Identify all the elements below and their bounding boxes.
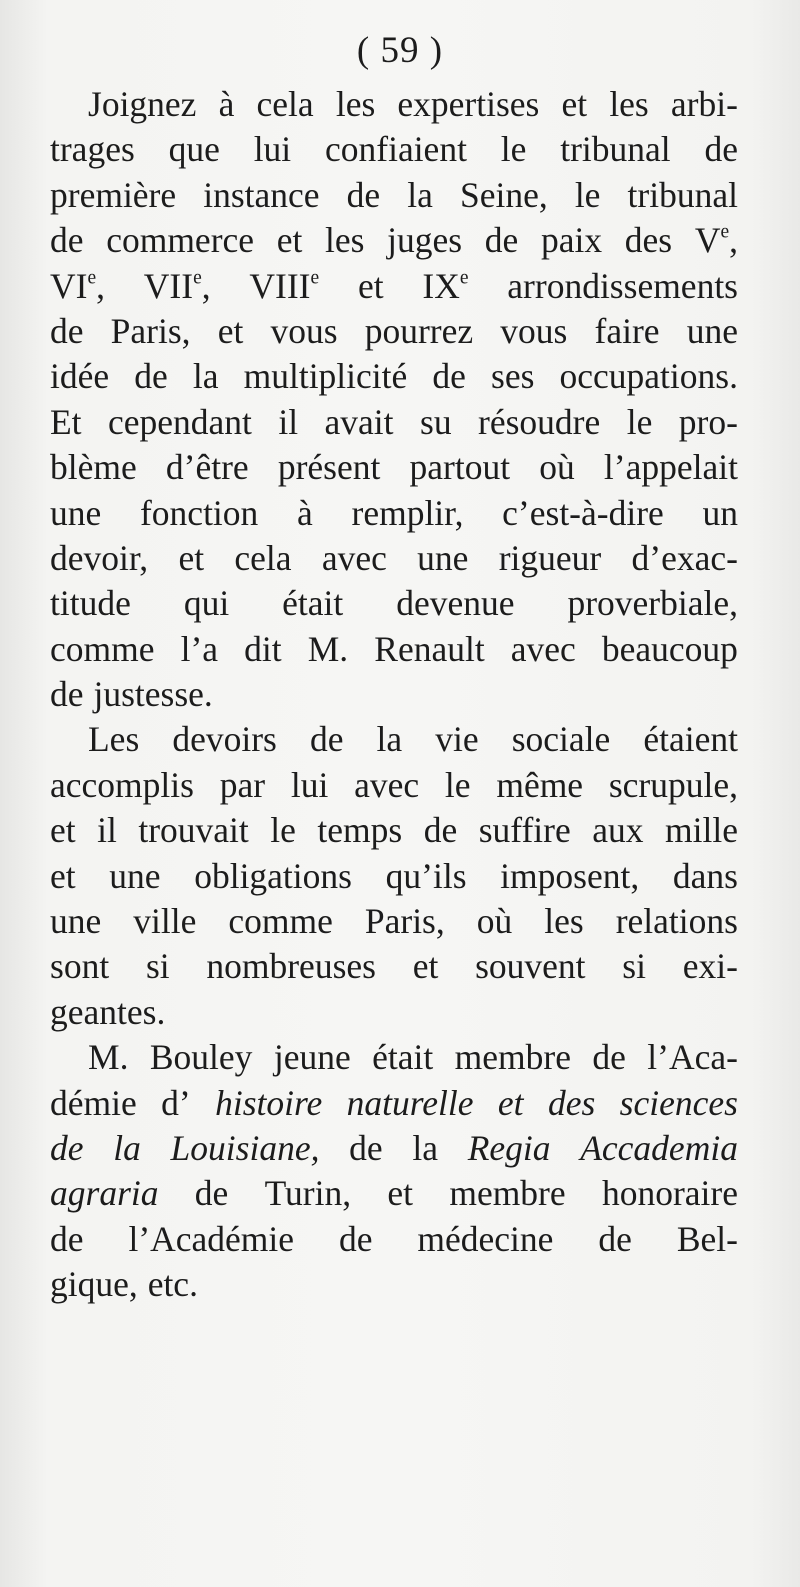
word: Paris, <box>110 310 191 351</box>
word: avec <box>510 628 576 669</box>
word: avec <box>354 764 420 805</box>
word: M. <box>307 628 349 669</box>
word: juges <box>387 220 463 261</box>
word: membre <box>454 1037 571 1078</box>
word: vous <box>270 310 338 351</box>
word: occupations. <box>559 356 738 397</box>
word: la <box>407 174 433 215</box>
text-line <box>50 717 738 762</box>
word: titude <box>50 583 131 624</box>
word: VIIe, <box>143 265 211 306</box>
word: la <box>192 356 219 397</box>
word: multiplicité <box>243 356 408 397</box>
word: Louisiane, <box>170 1127 320 1168</box>
word: les <box>544 901 584 942</box>
word: blème <box>50 447 137 488</box>
word: beaucoup <box>601 628 738 669</box>
word: de <box>50 310 84 351</box>
word: commerce <box>106 220 255 261</box>
word: Joignez <box>88 84 197 124</box>
text-line <box>50 173 738 218</box>
superscript: e <box>87 266 97 288</box>
word: faire <box>594 310 660 351</box>
word: paix <box>540 220 603 261</box>
word: Seine, <box>459 174 548 215</box>
word: et <box>497 1082 524 1123</box>
word: IXe <box>422 265 469 306</box>
text-line <box>50 627 738 672</box>
word: le <box>270 810 296 851</box>
word: et <box>387 1173 414 1214</box>
word: devenue <box>396 583 515 624</box>
word: une <box>686 310 738 351</box>
superscript: e <box>459 266 469 288</box>
word: première <box>50 174 177 215</box>
word: de <box>309 719 344 760</box>
word: proverbiale, <box>567 583 738 624</box>
word: vous <box>500 310 568 351</box>
text-line <box>50 536 738 581</box>
word: lui <box>290 764 329 805</box>
superscript: e <box>720 221 730 243</box>
word: cela <box>234 537 292 578</box>
word: confiaient <box>325 129 467 170</box>
word: remplir, <box>351 492 464 533</box>
word: le <box>500 129 527 170</box>
word: dit <box>244 628 282 669</box>
word: devoirs <box>172 719 277 760</box>
word: et <box>561 84 588 124</box>
word: de <box>134 356 168 397</box>
word: Ve, <box>694 220 738 261</box>
word: pro- <box>678 401 738 442</box>
word: ville <box>133 901 197 942</box>
word: et <box>50 810 76 851</box>
word: et <box>50 855 76 896</box>
word: scrupule, <box>608 764 738 805</box>
word: et <box>412 946 439 987</box>
word: où <box>476 901 513 942</box>
word: expertises <box>397 84 540 124</box>
word: et <box>178 537 205 578</box>
page-number: ( 59 ) <box>356 30 444 71</box>
word: l’appelait <box>603 447 738 488</box>
word: des <box>547 1082 596 1123</box>
text-line <box>50 218 738 263</box>
word: jeune <box>273 1037 351 1078</box>
word: arrondissements <box>507 265 738 306</box>
word: les <box>325 220 365 261</box>
word: l’Aca- <box>647 1037 738 1078</box>
word: Accademia <box>580 1127 738 1168</box>
word: une <box>417 537 469 578</box>
word: de <box>50 1127 84 1168</box>
word: tribunal <box>627 174 738 215</box>
text-line <box>50 672 738 717</box>
word: l’Académie <box>128 1218 295 1259</box>
word: de <box>432 356 466 397</box>
word: partout <box>409 447 511 488</box>
text-line <box>50 1217 738 1262</box>
word: imposent, <box>500 855 640 896</box>
word: qu’ils <box>385 855 467 896</box>
word: il <box>97 810 117 851</box>
word: VIIIe <box>249 265 320 306</box>
word: ses <box>491 356 535 397</box>
word: honoraire <box>601 1173 738 1214</box>
word: de <box>592 1037 626 1078</box>
word: de <box>484 220 519 261</box>
word: pourrez <box>364 310 474 351</box>
word: geantes. <box>50 991 166 1032</box>
word: temps <box>317 810 403 851</box>
text-line <box>50 354 738 399</box>
word: tribunal <box>560 129 671 170</box>
text-line <box>50 400 738 445</box>
text-line <box>50 944 738 989</box>
word: sociale <box>511 719 611 760</box>
word: justesse. <box>93 674 213 715</box>
word: trouvait <box>138 810 249 851</box>
word: le <box>444 764 471 805</box>
text-line <box>50 808 738 853</box>
word: par <box>219 764 266 805</box>
word: et <box>357 265 384 306</box>
text-line <box>50 491 738 536</box>
word: fonction <box>139 492 259 533</box>
word: de <box>423 810 458 851</box>
word: les <box>335 84 376 124</box>
word: avait <box>324 401 394 442</box>
word: sciences <box>619 1082 738 1123</box>
word: sont <box>50 946 110 987</box>
word: accomplis <box>50 764 194 805</box>
word: comme <box>228 901 333 942</box>
word: de <box>346 174 381 215</box>
word: instance <box>203 174 320 215</box>
word: membre <box>449 1173 566 1214</box>
word: relations <box>615 901 738 942</box>
word: étaient <box>643 719 738 760</box>
word: le <box>574 174 601 215</box>
text-line <box>50 264 738 309</box>
body-text <box>50 82 738 1308</box>
word: Et <box>50 401 82 442</box>
word: présent <box>277 447 381 488</box>
text-line <box>50 581 738 626</box>
word: avec <box>321 537 387 578</box>
word: obligations <box>194 855 352 896</box>
word: M. <box>88 1037 129 1078</box>
word: que <box>168 129 220 170</box>
text-line <box>50 1081 738 1126</box>
word: était <box>372 1037 434 1078</box>
word: lui <box>253 129 292 170</box>
word: agraria <box>50 1173 159 1214</box>
word: était <box>282 583 344 624</box>
word: de <box>50 220 84 261</box>
word: qui <box>183 583 230 624</box>
word: une <box>109 855 161 896</box>
word: une <box>50 901 102 942</box>
word: la <box>412 1127 439 1168</box>
word: mille <box>665 810 738 851</box>
word: même <box>496 764 584 805</box>
word: si <box>145 946 170 987</box>
word: et <box>217 310 244 351</box>
text-line <box>50 990 738 1035</box>
word: Regia <box>467 1127 551 1168</box>
word: Bouley <box>149 1037 253 1078</box>
word: etc. <box>147 1264 198 1305</box>
word: un <box>702 492 738 533</box>
word: idée <box>50 356 110 397</box>
word: à <box>297 492 313 533</box>
word: résoudre <box>478 401 601 442</box>
word: Bel- <box>676 1218 738 1259</box>
word: l’a <box>180 628 219 669</box>
word: où <box>539 447 575 488</box>
word: c’est-à-dire <box>502 492 664 533</box>
word: et <box>276 220 303 261</box>
word: si <box>622 946 646 987</box>
word: suffire <box>478 810 571 851</box>
word: su <box>420 401 452 442</box>
text-line <box>50 82 738 127</box>
word: de <box>50 1218 84 1259</box>
text-line <box>50 1262 738 1307</box>
text-line <box>50 1126 738 1171</box>
word: de <box>598 1218 632 1259</box>
text-line <box>50 763 738 808</box>
word: médecine <box>417 1218 554 1259</box>
word: cela <box>256 84 314 124</box>
word: d’exac- <box>631 537 738 578</box>
word: arbi- <box>670 84 738 124</box>
word: une <box>50 492 102 533</box>
word: le <box>626 401 653 442</box>
word: la <box>376 719 403 760</box>
word: dans <box>672 855 738 896</box>
word: trages <box>50 129 135 170</box>
word: de <box>50 674 84 715</box>
word: vie <box>435 719 479 760</box>
text-line <box>50 854 738 899</box>
word: de <box>338 1218 373 1259</box>
word: aux <box>592 810 644 851</box>
word: Renault <box>374 628 485 669</box>
word: Turin, <box>264 1173 352 1214</box>
word: les <box>609 84 649 124</box>
word: naturelle <box>346 1082 474 1123</box>
word: VIe, <box>50 265 106 306</box>
word: devoir, <box>50 537 149 578</box>
word: d’être <box>165 447 249 488</box>
text-line <box>50 1035 738 1080</box>
word: rigueur <box>498 537 602 578</box>
word: la <box>113 1127 141 1168</box>
text-line <box>50 445 738 490</box>
word: nombreuses <box>206 946 376 987</box>
text-line <box>50 899 738 944</box>
word: exi- <box>682 946 738 987</box>
word: Les <box>88 719 140 760</box>
word: souvent <box>475 946 586 987</box>
word: cependant <box>108 401 252 442</box>
text-line <box>50 127 738 172</box>
word: à <box>218 84 235 124</box>
word: il <box>278 401 299 442</box>
text-line <box>50 1171 738 1216</box>
word: démie <box>50 1082 137 1123</box>
word: de <box>194 1173 229 1214</box>
word: histoire <box>215 1082 323 1123</box>
superscript: e <box>193 266 202 288</box>
text-line <box>50 309 738 354</box>
superscript: e <box>310 266 320 288</box>
word: comme <box>50 628 155 669</box>
word: de <box>349 1127 383 1168</box>
word: de <box>704 129 738 170</box>
word: Paris, <box>364 901 445 942</box>
word: gique, <box>50 1264 138 1305</box>
word: d’ <box>161 1082 191 1123</box>
word: des <box>624 220 673 261</box>
